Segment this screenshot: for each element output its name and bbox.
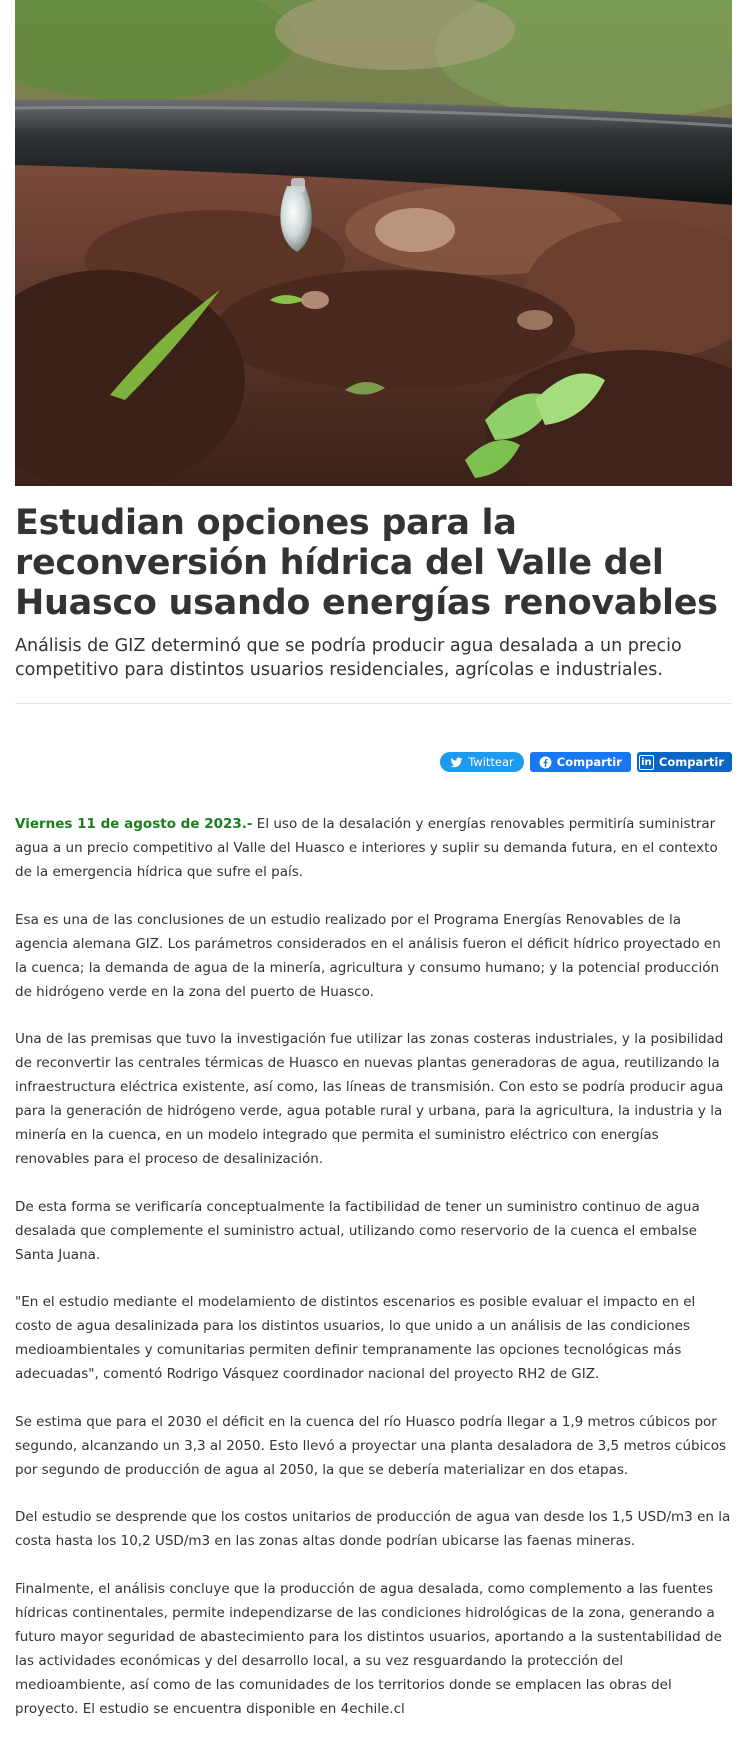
dateline: Viernes 11 de agosto de 2023.- [15,816,253,832]
twitter-share-label: Twittear [468,755,514,769]
article-subtitle: Análisis de GIZ determinó que se podría producir agua desalada a un precio competitivo para distintos usuarios residenciales, agrícolas e industriales. [15,636,682,680]
facebook-share-button[interactable] [530,752,631,772]
lead-paragraph [15,812,733,884]
lead-text: El uso de la desalación y energías renovables permitiría suministrar agua a un precio competitivo al Valle del Huasco e interiores y suplir su demanda futura, en el contexto de la emergencia hídrica que sufre el país. [15,816,718,880]
body-paragraph: Una de las premisas que tuvo la investigación fue utilizar las zonas costeras industriales, y la posibilidad de reconvertir las centrales térmicas de Huasco en nuevas plantas generadoras de agua, reutilizando la infraestructura eléctrica existente, así como, las líneas de transmisión. Con esto se podría producir agua para la generación de hidrógeno verde, agua potable rural y urbana, para la agricultura, la industria y la minería en la cuenca, en un modelo integrado que permita el suministro eléctrico con energías renovables para el proceso de desalinización. [15,1031,724,1167]
body-paragraph: De esta forma se verificaría conceptualmente la factibilidad de tener un suministro continuo de agua desalada que complemente el suministro actual, utilizando como reservorio de la cuenca el embalse Santa Juana. [15,1198,700,1263]
facebook-share-label: Compartir [556,755,622,769]
body-paragraph: Se estima que para el 2030 el déficit en la cuenca del río Huasco podría llegar a 1,9 metros cúbicos por segundo, alcanzando un 3,3 al 2050. Esto llevó a proyectar una planta desaladora de 3,5 metros cúbicos por segundo de producción de agua al 2050, la que se debería materializar en dos etapas. [15,1413,727,1478]
share-bar [440,752,732,772]
linkedin-share-label: Compartir [658,755,724,769]
drip-irrigation-photo-icon [15,0,732,486]
article-headline: Estudian opciones para la reconversión hídrica del Valle del Huasco usando energías renovables [15,503,718,623]
linkedin-share-button[interactable] [637,752,732,772]
body-paragraph: Del estudio se desprende que los costos unitarios de producción de agua van desde los 1,5 USD/m3 en la costa hasta los 10,2 USD/m3 en las zonas altas donde podrían ubicarse las faenas mineras. [15,1509,731,1549]
quote-paragraph: "En el estudio mediante el modelamiento de distintos escenarios es posible evaluar el impacto en el costo de agua desalinizada para los distintos usuarios, lo que unido a un análisis de las condiciones medioambientales y comunitarias permiten definir tempranamente las opciones tecnológicas más adecuadas", comentó Rodrigo Vásquez coordinador nacional del proyecto RH2 de GIZ. [15,1294,696,1382]
twitter-share-button[interactable] [440,752,524,772]
body-paragraph: Esa es una de las conclusiones de un estudio realizado por el Programa Energías Renovables de la agencia alemana GIZ. Los parámetros considerados en el análisis fueron el déficit hídrico proyectado en la cuenca; la demanda de agua de la minería, agricultura y consumo humano; y la potencial producción de hidrógeno verde en la zona del puerto de Huasco. [15,911,721,1000]
hero-image [15,0,732,486]
divider [15,703,732,704]
linkedin-icon: in [639,755,654,770]
article-body [15,812,733,1744]
twitter-bird-icon [450,756,463,769]
body-paragraph: Finalmente, el análisis concluye que la producción de agua desalada, como complemento a las fuentes hídricas continentales, permite independizarse de las condiciones hidrológicas de la zona, generando a futuro mayor seguridad de abastecimiento para los distintos usuarios, aportando a la sustentabilidad de las actividades económicas y del desarrollo local, a su vez resguardando la protección del medioambiente, así como de las comunidades de los territorios donde se emplacen las obras del proyecto. El estudio se encuentra disponible en 4echile.cl [15,1580,722,1717]
facebook-icon [539,756,552,769]
